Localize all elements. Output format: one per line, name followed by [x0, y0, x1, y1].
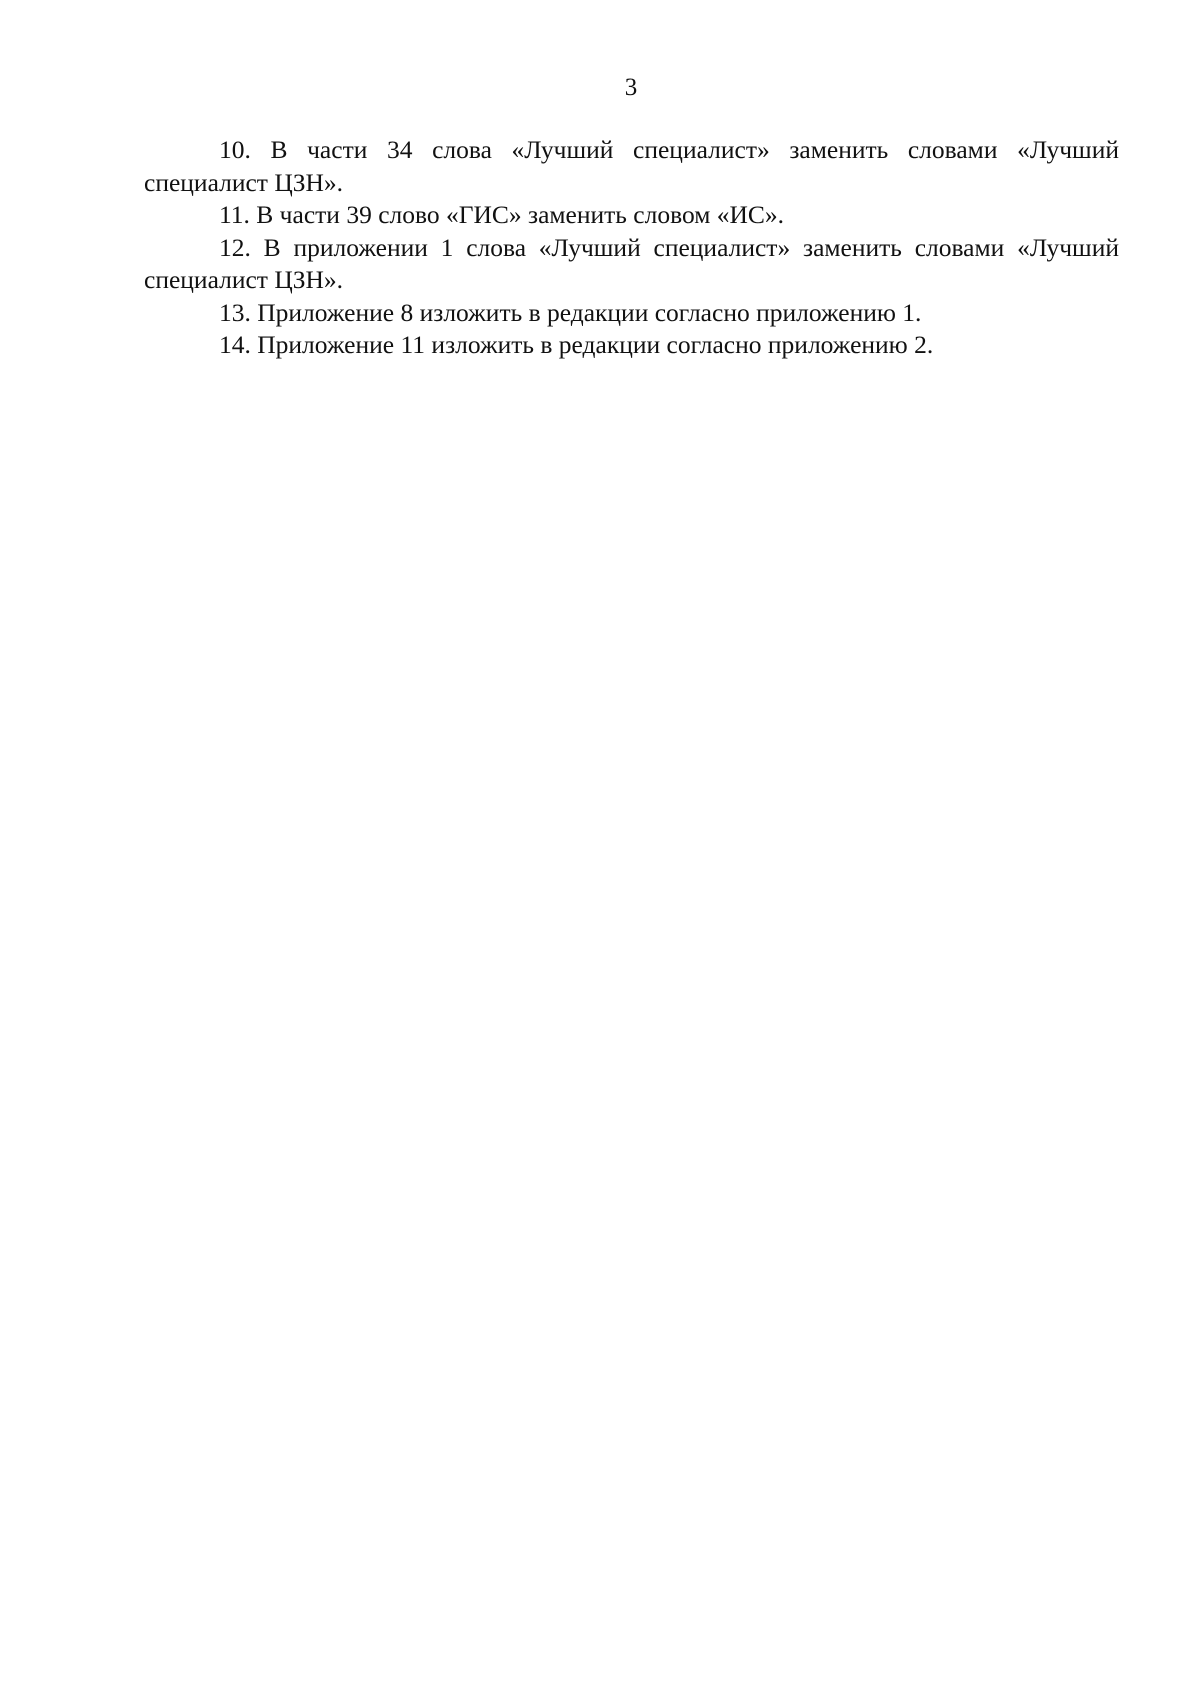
page-number: 3 [624, 74, 638, 101]
paragraph-11: 11. В части 39 слово «ГИС» заменить словом «ИС». [219, 200, 785, 229]
paragraph-14: 14. Приложение 11 изложить в редакции согласно приложению 2. [219, 330, 934, 359]
document-body [144, 134, 1119, 362]
paragraph-12: 12. В приложении 1 слова «Лучший специалист» заменить словами «Лучший специалист ЦЗН». [144, 232, 1119, 294]
paragraph-13: 13. Приложение 8 изложить в редакции согласно приложению 1. [219, 297, 922, 327]
paragraph-10: 10. В части 34 слова «Лучший специалист» заменить словами «Лучший специалист ЦЗН». [144, 135, 1119, 197]
